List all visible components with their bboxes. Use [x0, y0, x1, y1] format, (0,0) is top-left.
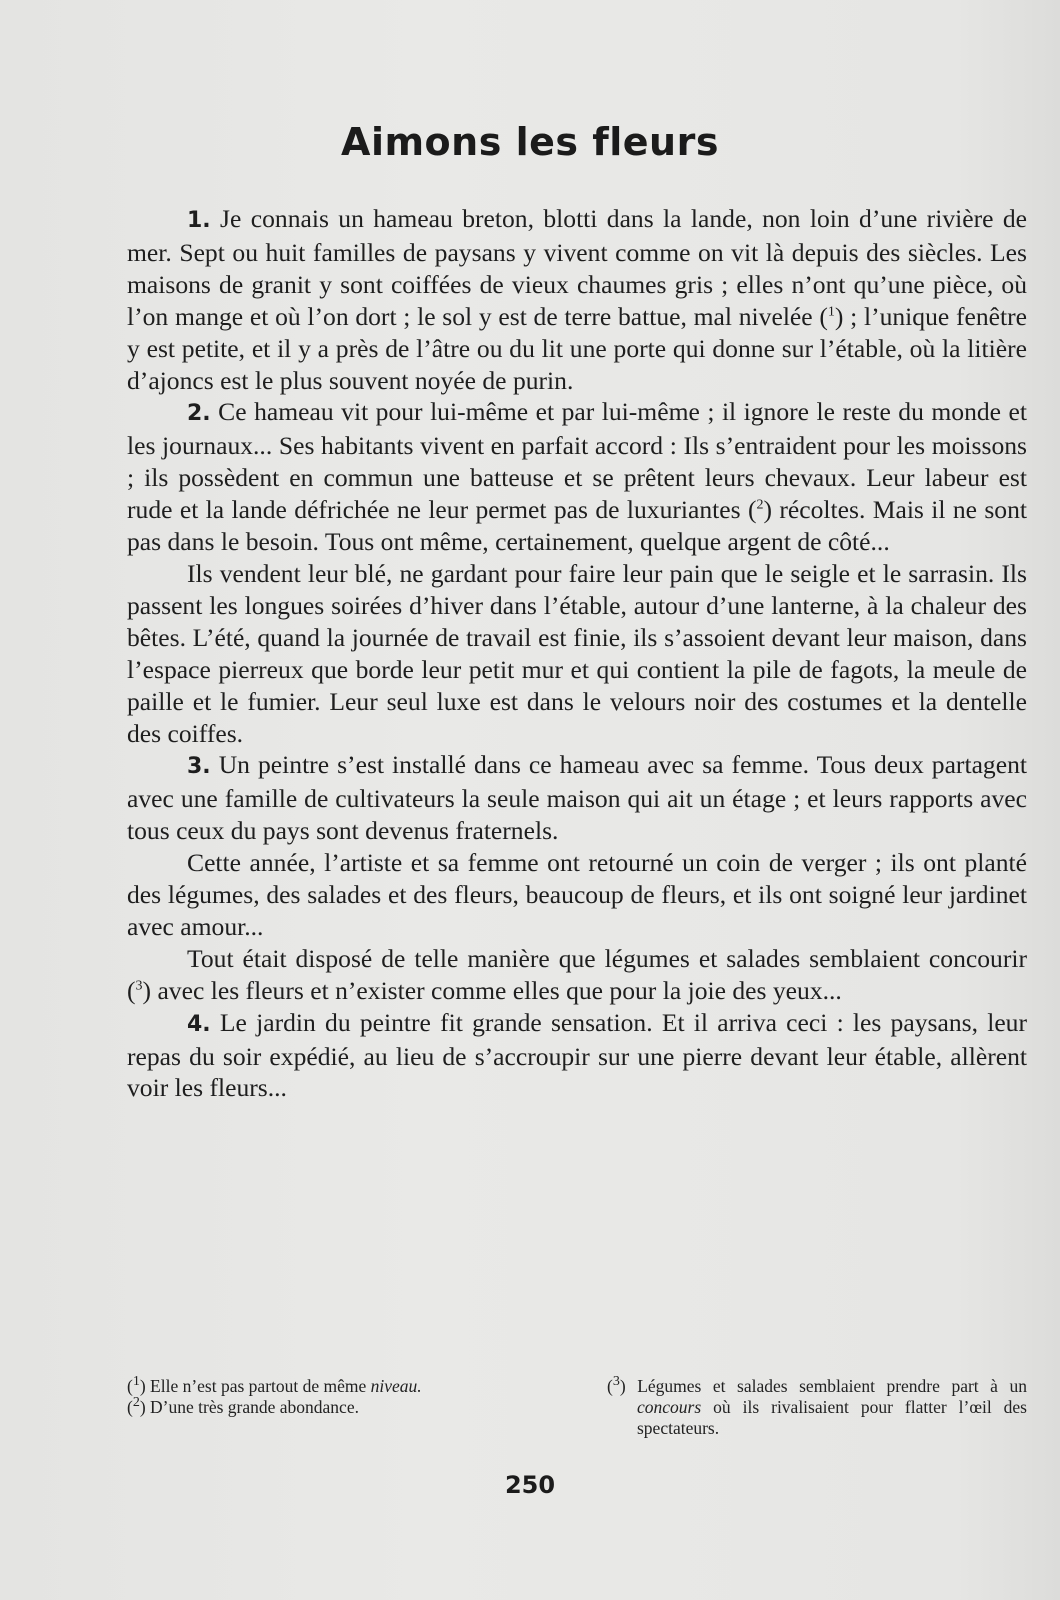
text-body: [127, 203, 1027, 1104]
footnote-text: où ils rivalisaient pour flatter l’œil des spectateurs.: [637, 1397, 1027, 1438]
footnote-ref: 2: [756, 497, 764, 513]
page-number: 250: [504, 1471, 556, 1499]
footnote-1: ($^1$) Elle n’est pas partout de même niveau.: [127, 1374, 422, 1396]
footnotes-left: [127, 1376, 552, 1439]
paragraph-text: Ils vendent leur blé, ne gardant pour faire leur pain que le seigle et le sarrasin. Ils passent les longues soirées d’hiver dans l’étable, autour d’une lanterne, à la chaleur des bêtes. L’été, quand la journée de travail est finie, ils s’assoient devant leur maison, dans l’espace pierreux que borde leur petit mur et qui contient la pile de fagots, la meule de paille et le fumier. Leur seul luxe est dans le velours noir des costumes et la dentelle des coiffes.: [127, 558, 1027, 748]
paragraph-text: Le jardin du peintre fit grande sensation. Et il arriva ceci : les paysans, leur repas du soir expédié, au lieu de s’accroupir sur une pierre devant leur étable, allèrent voir les fleurs...: [127, 1007, 1027, 1103]
footnote-ref: 3: [135, 978, 143, 994]
footnote-text: ) Elle n’est pas partout de même: [139, 1376, 371, 1396]
footnotes: [127, 1376, 1027, 1439]
paragraph-3b: [127, 847, 1027, 943]
footnote-ref: 1: [827, 304, 835, 320]
paragraph-4: [127, 1007, 1027, 1105]
footnote-number: 1: [132, 1374, 140, 1390]
footnote-emphasis: niveau.: [370, 1376, 422, 1396]
paragraph-2: [127, 396, 1027, 558]
footnote-emphasis: concours: [637, 1397, 702, 1417]
paragraph-3: [127, 749, 1027, 847]
paragraph-1: [127, 203, 1027, 396]
footnotes-right: [607, 1376, 1027, 1439]
footnote-2: ($^2$) D’une très grande abondance.: [127, 1395, 359, 1417]
section-number: 1.: [187, 208, 211, 233]
paragraph-text: ) ; l’unique fenêtre y est petite, et il y a près de l’âtre ou du lit une porte qui donne sur l’étable, où la litière d’ajoncs est le plus souvent noyée de purin.: [127, 301, 1028, 395]
paragraph-text: Ce hameau vit pour lui-même et par lui-même ; il ignore le reste du monde et les journaux... Ses habitants vivent en parfait accord : Ils s’entraident pour les moissons ; ils possèdent en commun une batteuse et se prêtent leurs chevaux. Leur labeur est rude et la lande défrichée ne leur permet pas de luxuriantes (: [127, 397, 1027, 525]
footnote-text: ) Légumes et salades semblaient prendre part à un: [619, 1376, 1027, 1396]
paragraph-text: Je connais un hameau breton, blotti dans la lande, non loin d’une rivière de mer. Sept ou huit familles de paysans y vivent comme on vit là depuis des siècles. Les maisons de granit y sont coiffées de vieux chaumes gris ; elles n’ont qu’une pièce, où l’on mange et où l’on dort ; le sol y est de terre battue, mal nivelée (: [127, 204, 1027, 331]
section-number: 4.: [187, 1011, 211, 1037]
page-title: Aimons les fleurs: [341, 120, 719, 164]
footnote-text: ) D’une très grande abondance.: [139, 1397, 359, 1417]
paragraph-text: ) avec les fleurs et n’exister comme elles que pour la joie des yeux...: [142, 975, 842, 1005]
footnote-3: ($^3$) Légumes et salades semblaient prendre part à un concours où ils rivalisaient pour flatter l’œil des spectateurs.: [607, 1374, 1027, 1438]
section-number: 2.: [187, 401, 211, 427]
footnote-number: 3: [612, 1374, 620, 1390]
footnote-number: 2: [132, 1395, 140, 1411]
section-number: 3.: [187, 754, 211, 780]
paragraph-3c: [127, 943, 1027, 1007]
paragraph-text: Tout était disposé de telle manière que légumes et salades semblaient concourir (: [127, 943, 1027, 1005]
paragraph-text: ) récoltes. Mais il ne sont pas dans le besoin. Tous ont même, certainement, quelque argent de côté...: [127, 495, 1027, 557]
paragraph-text: Cette année, l’artiste et sa femme ont retourné un coin de verger ; ils ont planté des légumes, des salades et des fleurs, beaucoup de fleurs, et ils ont soigné leur jardinet avec amour...: [127, 848, 1027, 941]
paragraph-text: Un peintre s’est installé dans ce hameau avec sa femme. Tous deux partagent avec une famille de cultivateurs la seule maison qui ait un étage ; et leurs rapports avec tous ceux du pays sont devenus fraternels.: [127, 750, 1027, 846]
paragraph-2b: [127, 558, 1027, 749]
